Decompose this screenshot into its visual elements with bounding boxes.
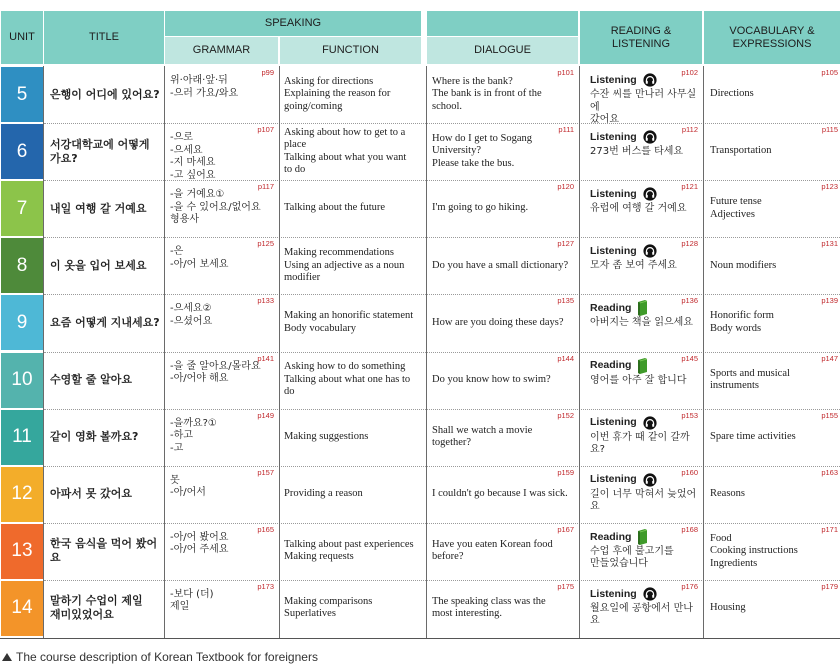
- reading-type-label: Reading: [590, 302, 632, 315]
- page-ref: p131: [821, 239, 838, 249]
- page-ref: p107: [257, 125, 274, 135]
- headphones-icon: [643, 187, 657, 201]
- column-separator: [164, 66, 165, 638]
- lesson-title-text: 서강대학교에 어떻게 가요?: [50, 137, 150, 165]
- page-ref: p167: [557, 524, 574, 534]
- lesson-title-text: 이 옷을 입어 보세요: [50, 258, 147, 272]
- function-cell: [280, 523, 421, 580]
- function-cell: [280, 180, 421, 237]
- lesson-title: [44, 123, 164, 180]
- dialogue-text: How do I get to Sogang University? Please take the bus.: [432, 132, 533, 169]
- header-unit: [1, 11, 43, 64]
- headphones-icon: [643, 416, 657, 430]
- reading-text: 273번 버스를 타세요: [590, 146, 684, 158]
- reading-text: 월요일에 공항에서 만나요: [590, 602, 693, 627]
- header-grammar-label: GRAMMAR: [192, 44, 251, 56]
- function-cell: [280, 409, 421, 466]
- function-text: Talking about the future: [284, 202, 386, 214]
- function-text: Asking about how to get to a place Talking about what you want to do: [284, 126, 407, 176]
- unit-number: 9: [1, 295, 43, 350]
- page-ref: p144: [557, 353, 574, 363]
- headphones-icon: [643, 130, 657, 144]
- unit-number: 11: [1, 410, 43, 465]
- dialogue-text: I couldn't go because I was sick.: [432, 487, 568, 499]
- unit-number: 13: [1, 524, 43, 579]
- dialogue-text: Do you have a small dictionary?: [432, 259, 569, 271]
- function-text: Asking how to do something Talking about what one has to do: [284, 361, 411, 398]
- page-ref: p99: [261, 68, 274, 77]
- page-ref: p152: [557, 410, 574, 420]
- page-ref: p112: [681, 125, 698, 135]
- header-vocab: [704, 11, 840, 64]
- lesson-title-text: 아파서 못 갔어요: [50, 487, 133, 501]
- reading-type-label: Listening: [590, 416, 637, 429]
- page-ref: p165: [257, 524, 274, 534]
- header-dialogue-band: [427, 11, 578, 36]
- book-icon: [637, 529, 648, 545]
- page-ref: p173: [257, 581, 274, 591]
- grammar-text: 못 -아/어서: [170, 474, 206, 499]
- dialogue-text: Have you eaten Korean food before?: [432, 538, 553, 563]
- lesson-title: [44, 180, 164, 237]
- page-ref: p105: [821, 68, 838, 77]
- page-ref: p168: [681, 524, 698, 534]
- column-separator: [426, 66, 427, 638]
- reading-type-label: Listening: [590, 73, 637, 86]
- dialogue-text: Where is the bank? The bank is in front of the school.: [432, 75, 542, 112]
- table-bottom-rule: [0, 638, 840, 639]
- lesson-title-text: 내일 여행 갈 거예요: [50, 201, 147, 215]
- triangle-icon: [2, 653, 12, 661]
- grammar-text: -아/어 봤어요 -아/어 주세요: [170, 531, 229, 556]
- vocab-text: Spare time activities: [710, 430, 796, 442]
- vocab-text: Sports and musical instruments: [710, 367, 790, 392]
- function-cell: [280, 237, 421, 294]
- vocab-text: Transportation: [710, 145, 772, 157]
- unit-number: 10: [1, 353, 43, 408]
- vocab-text: Housing: [710, 602, 746, 614]
- page-ref: p159: [557, 467, 574, 477]
- page-ref: p128: [681, 239, 698, 249]
- vocab-text: Food Cooking instructions Ingredients: [710, 532, 798, 569]
- lesson-title-text: 수영할 줄 알아요: [50, 373, 133, 387]
- page-ref: p175: [557, 581, 574, 591]
- column-separator: [279, 66, 280, 638]
- reading-text: 영어를 아주 잘 합니다: [590, 374, 687, 386]
- unit-number: 7: [1, 181, 43, 236]
- page-ref: p149: [257, 410, 274, 420]
- page-ref: p155: [821, 410, 838, 420]
- unit-number: 5: [1, 67, 43, 122]
- vocab-text: Future tense Adjectives: [710, 196, 762, 220]
- reading-text: 길이 너무 막혀서 늦었어요: [590, 488, 697, 513]
- page-ref: p125: [257, 239, 274, 249]
- lesson-title: [44, 523, 164, 580]
- page-ref: p111: [558, 125, 574, 135]
- header-dialogue-label: DIALOGUE: [474, 44, 531, 56]
- reading-text: 유럽에 여행 갈 거예요: [590, 203, 687, 215]
- headphones-icon: [643, 473, 657, 487]
- reading-type-label: Listening: [590, 245, 637, 258]
- unit-number: 6: [1, 124, 43, 179]
- lesson-title: [44, 580, 164, 637]
- function-cell: [280, 66, 421, 123]
- page-ref: p120: [557, 182, 574, 192]
- page-ref: p115: [821, 125, 838, 135]
- grammar-text: -은 -아/어 보세요: [170, 246, 229, 270]
- unit-number: 12: [1, 467, 43, 522]
- reading-type-label: Reading: [590, 530, 632, 543]
- function-text: Making an honorific statement Body vocabulary: [284, 310, 414, 334]
- page-ref: p147: [821, 353, 838, 363]
- vocab-text: Directions: [710, 88, 754, 100]
- dialogue-text: The speaking class was the most interesting.: [432, 595, 546, 620]
- header-reading-label: READING & LISTENING: [610, 24, 672, 50]
- book-icon: [637, 300, 648, 316]
- page-ref: p163: [821, 467, 838, 477]
- page-ref: p135: [557, 296, 574, 306]
- lesson-title: [44, 66, 164, 123]
- page-ref: p171: [821, 524, 838, 534]
- header-speaking: [165, 11, 421, 36]
- headphones-icon: [643, 244, 657, 258]
- grammar-text: -으로 -으세요 -지 마세요 -고 싶어요: [170, 132, 216, 181]
- reading-type-label: Listening: [590, 130, 637, 143]
- page-ref: p141: [257, 353, 274, 363]
- page-ref: p153: [681, 410, 698, 420]
- page-ref: p157: [257, 467, 274, 477]
- header-speaking-label: SPEAKING: [264, 17, 322, 29]
- lesson-title: [44, 409, 164, 466]
- function-cell: [280, 123, 421, 180]
- page-ref: p176: [681, 581, 698, 591]
- lesson-title: [44, 466, 164, 523]
- function-cell: [280, 294, 421, 351]
- header-function-label: FUNCTION: [322, 44, 379, 56]
- function-text: Making recommendations Using an adjective as a noun modifier: [284, 247, 405, 284]
- reading-text: 수잔 씨를 만나러 사무실에 갔어요: [590, 89, 697, 125]
- lesson-title: [44, 352, 164, 409]
- header-grammar: [165, 37, 278, 64]
- reading-type-label: Listening: [590, 587, 637, 600]
- headphones-icon: [643, 73, 657, 87]
- header-reading: [580, 11, 702, 64]
- header-vocab-label: VOCABULARY & EXPRESSIONS: [729, 24, 815, 50]
- lesson-title-text: 같이 영화 볼까요?: [50, 430, 139, 444]
- dialogue-text: Shall we watch a movie together?: [432, 424, 533, 449]
- page-ref: p179: [821, 581, 838, 591]
- vocab-text: Reasons: [710, 487, 745, 499]
- reading-text: 수업 후에 불고기를 만들었습니다: [590, 545, 674, 570]
- function-cell: [280, 466, 421, 523]
- page-ref: p136: [681, 296, 698, 306]
- lesson-title-text: 한국 음식을 먹어 봤어요: [50, 537, 158, 565]
- vocab-text: Honorific form Body words: [710, 310, 774, 334]
- page-ref: p139: [821, 296, 838, 306]
- function-text: Making comparisons Superlatives: [284, 595, 373, 620]
- header-title-label: TITLE: [89, 31, 119, 43]
- column-separator: [43, 66, 44, 638]
- column-separator: [579, 66, 580, 638]
- function-text: Making suggestions: [284, 430, 369, 442]
- header-function: [280, 37, 421, 64]
- header-dialogue: [427, 37, 578, 64]
- grammar-text: 위·아래·앞·뒤 -으러 가요/와요: [170, 75, 239, 99]
- grammar-text: -을 거예요① -을 수 있어요/없어요 형용사: [170, 189, 261, 226]
- function-text: Asking for directions Explaining the reason for going/coming: [284, 75, 391, 112]
- reading-text: 이번 휴가 때 같이 갈까요?: [590, 431, 690, 456]
- function-text: Providing a reason: [284, 487, 363, 499]
- page-ref: p102: [681, 68, 698, 77]
- lesson-title-text: 은행이 어디에 있어요?: [50, 87, 160, 101]
- lesson-title-text: 말하기 수업이 제일 재미있었어요: [50, 594, 143, 622]
- reading-text: 아버지는 책을 읽으세요: [590, 317, 693, 329]
- function-cell: [280, 580, 421, 637]
- function-text: Talking about past experiences Making requests: [284, 538, 414, 563]
- dialogue-text: How are you doing these days?: [432, 316, 564, 328]
- grammar-text: -을까요?① -하고 -고: [170, 417, 217, 454]
- function-cell: [280, 352, 421, 409]
- reading-type-label: Listening: [590, 187, 637, 200]
- reading-type-label: Reading: [590, 359, 632, 372]
- unit-number: 14: [1, 581, 43, 636]
- reading-text: 모자 좀 보여 주세요: [590, 260, 677, 272]
- caption-text: The course description of Korean Textbook for foreigners: [16, 650, 318, 664]
- page-ref: p127: [557, 239, 574, 249]
- figure-caption: [2, 650, 318, 664]
- page-ref: p121: [681, 182, 698, 192]
- grammar-text: -으세요② -으셨어요: [170, 303, 213, 327]
- header-title: [44, 11, 164, 64]
- lesson-title-text: 요즘 어떻게 지내세요?: [50, 315, 160, 329]
- reading-type-label: Listening: [590, 473, 637, 486]
- column-separator: [703, 66, 704, 638]
- book-icon: [637, 358, 648, 374]
- unit-number: 8: [1, 238, 43, 293]
- page-ref: p123: [821, 182, 838, 192]
- grammar-text: -보다 (더) 제일: [170, 588, 214, 613]
- page-ref: p117: [257, 182, 274, 192]
- headphones-icon: [643, 587, 657, 601]
- lesson-title: [44, 294, 164, 351]
- page-ref: p160: [681, 467, 698, 477]
- page-ref: p101: [557, 68, 574, 77]
- page-ref: p133: [257, 296, 274, 306]
- vocab-text: Noun modifiers: [710, 259, 777, 271]
- dialogue-text: I'm going to go hiking.: [432, 202, 529, 214]
- header-unit-label: UNIT: [9, 31, 35, 43]
- page-ref: p145: [681, 353, 698, 363]
- lesson-title: [44, 237, 164, 294]
- dialogue-text: Do you know how to swim?: [432, 373, 551, 385]
- grammar-text: -을 줄 알아요/몰라요 -아/어야 해요: [170, 360, 261, 384]
